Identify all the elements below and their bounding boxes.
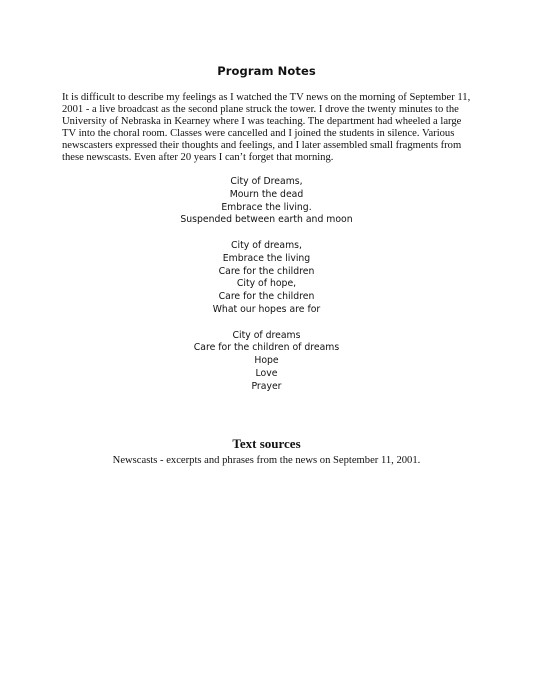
text-sources-title: Text sources [232, 436, 301, 451]
poem-line: Mourn the dead [229, 188, 304, 200]
poem-line: Love [255, 367, 278, 379]
poem-line: Care for the children [218, 291, 315, 303]
poem-line: Embrace the living [222, 252, 311, 264]
poem-stanza-2 [0, 240, 533, 317]
poem-stanza-1 [0, 176, 533, 227]
poem-line: City of dreams, [231, 239, 302, 251]
poem-line: Embrace the living. [221, 201, 312, 213]
poem-line: Care for the children [218, 265, 315, 277]
text-sources-body: Newscasts - excerpts and phrases from the news on September 11, 2001. [112, 455, 421, 466]
poem-line: City of Dreams, [230, 176, 303, 187]
poem-stanza-3 [0, 330, 533, 394]
program-notes-body: It is difficult to describe my feelings as I watched the TV news on the morning of September 11, 2001 - a live broadcast as the second plane struck the tower. I drove the twenty minutes to the University of Nebraska in Kearney where I was teaching. The department had wheeled a large TV into the choral room. Classes were cancelled and I joined the students in silence. Various newscasters expressed their thoughts and feelings, and I later assembled small fragments from these newscasts. Even after 20 years I can’t forget that morning. [62, 92, 471, 164]
poem-line: City of dreams [232, 329, 301, 341]
poem-line: City of hope, [236, 278, 297, 290]
poem-line: Hope [254, 355, 279, 367]
poem-line: What our hopes are for [212, 303, 321, 315]
poem-line: Suspended between earth and moon [180, 214, 353, 226]
poem-text [0, 176, 533, 406]
program-notes-title: Program Notes [217, 64, 316, 78]
poem-line: Prayer [251, 380, 282, 392]
poem-line: Care for the children of dreams [193, 342, 340, 354]
